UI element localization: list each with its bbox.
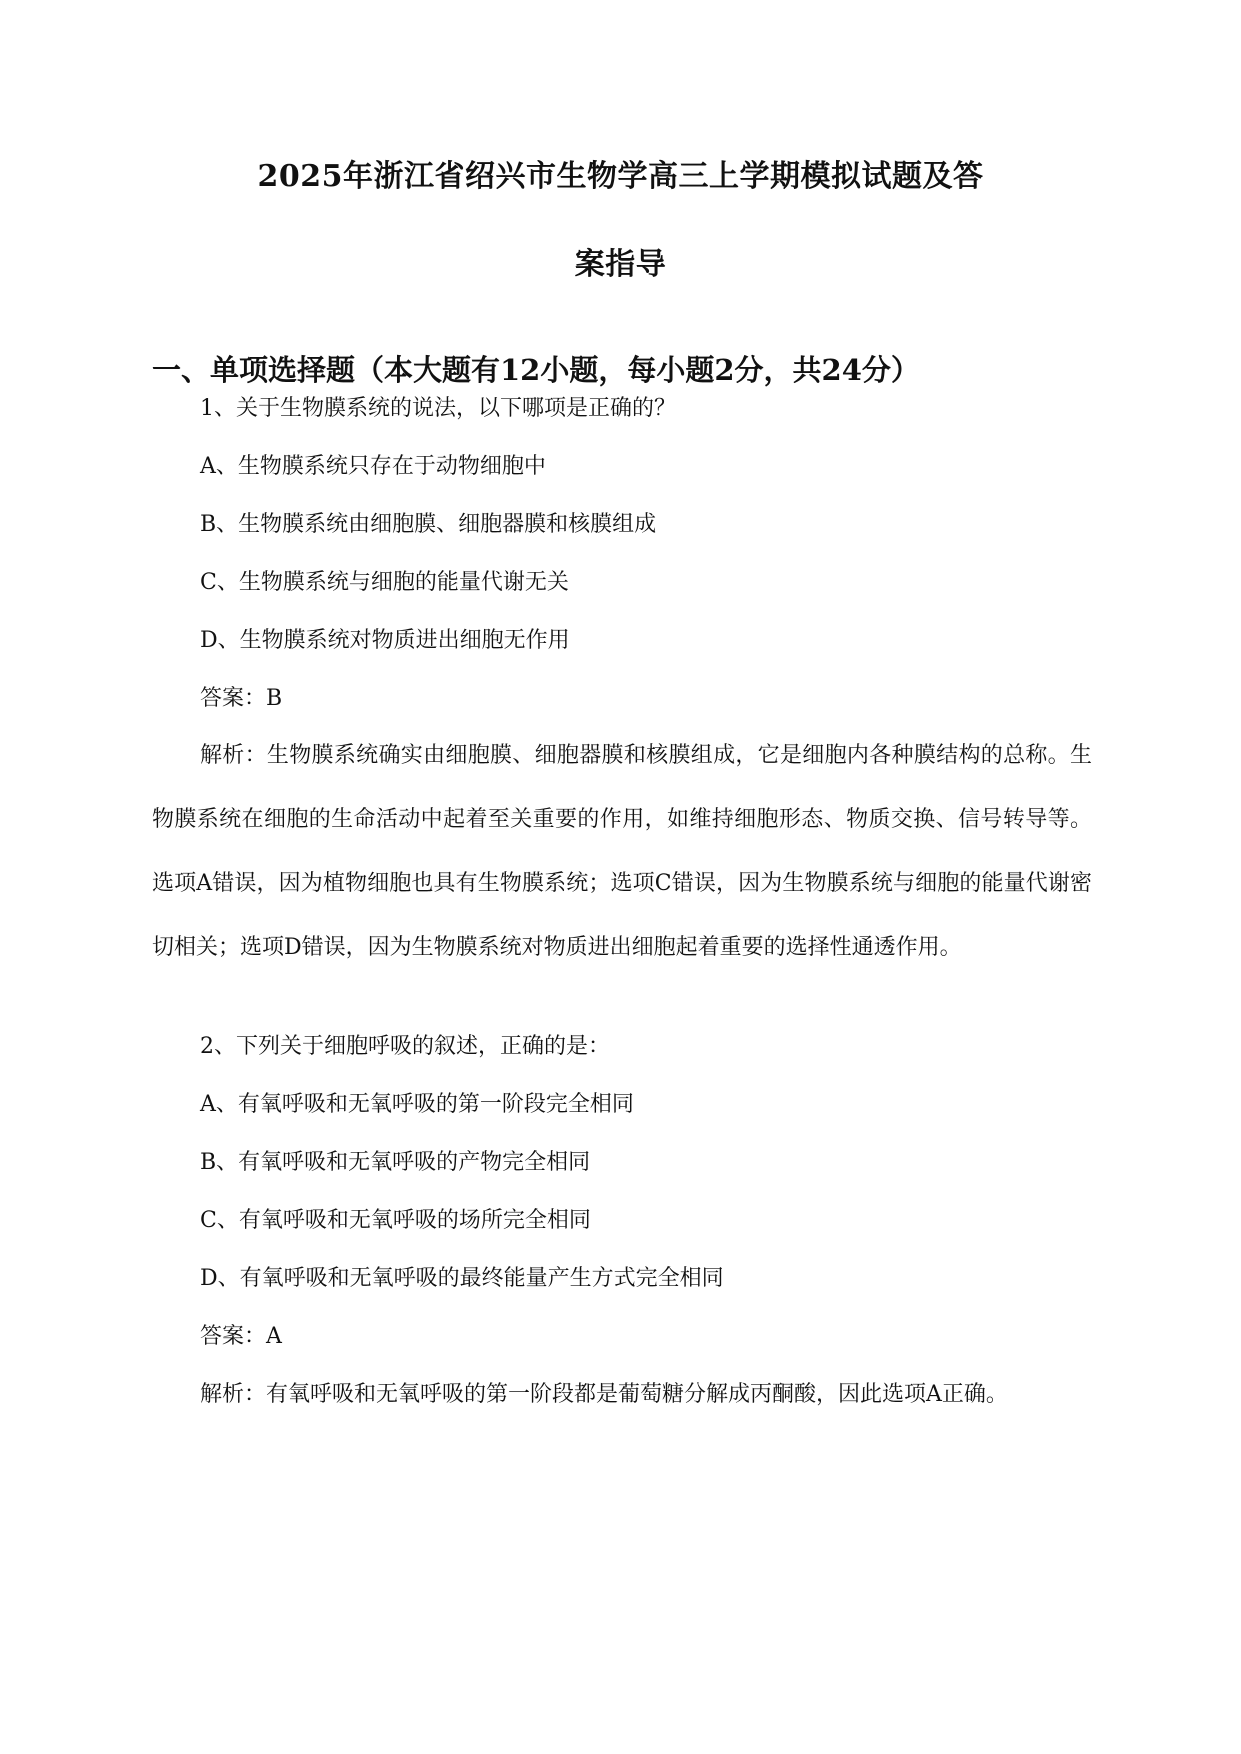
analysis: 解析：生物膜系统确实由细胞膜、细胞器膜和核膜组成，它是细胞内各种膜结构的总称。生物膜系统在细胞的生命活动中起着至关重要的作用，如维持细胞形态、物质交换、信号转导等。选项A错误，因为植物细胞也具有生物膜系统；选项C错误，因为生物膜系统与细胞的能量代谢密切相关；选项D错误，因为生物膜系统对物质进出细胞起着重要的选择性通透作用。 [152, 743, 1092, 960]
option-a: A、生物膜系统只存在于动物细胞中 [200, 454, 546, 479]
option-c: C、生物膜系统与细胞的能量代谢无关 [200, 570, 569, 595]
option-a: A、有氧呼吸和无氧呼吸的第一阶段完全相同 [200, 1092, 634, 1117]
option-d: D、有氧呼吸和无氧呼吸的最终能量产生方式完全相同 [200, 1266, 724, 1291]
option-d: D、生物膜系统对物质进出细胞无作用 [200, 628, 570, 653]
question-stem: 2、下列关于细胞呼吸的叙述，正确的是： [200, 1034, 610, 1059]
section-heading: 一、单项选择题（本大题有12小题，每小题2分，共24分） [152, 353, 920, 387]
analysis: 解析：有氧呼吸和无氧呼吸的第一阶段都是葡萄糖分解成丙酮酸，因此选项A正确。 [200, 1382, 1008, 1407]
question-stem: 1、关于生物膜系统的说法，以下哪项是正确的？ [200, 396, 676, 421]
document-title-line-1: 2025年浙江省绍兴市生物学高三上学期模拟试题及答 [257, 159, 984, 194]
option-c: C、有氧呼吸和无氧呼吸的场所完全相同 [200, 1208, 591, 1233]
answer: 答案：A [200, 1324, 282, 1349]
option-b: B、有氧呼吸和无氧呼吸的产物完全相同 [200, 1150, 591, 1175]
document-title-line-2: 案指导 [574, 247, 667, 282]
option-b: B、生物膜系统由细胞膜、细胞器膜和核膜组成 [200, 512, 657, 537]
answer: 答案：B [200, 686, 283, 711]
